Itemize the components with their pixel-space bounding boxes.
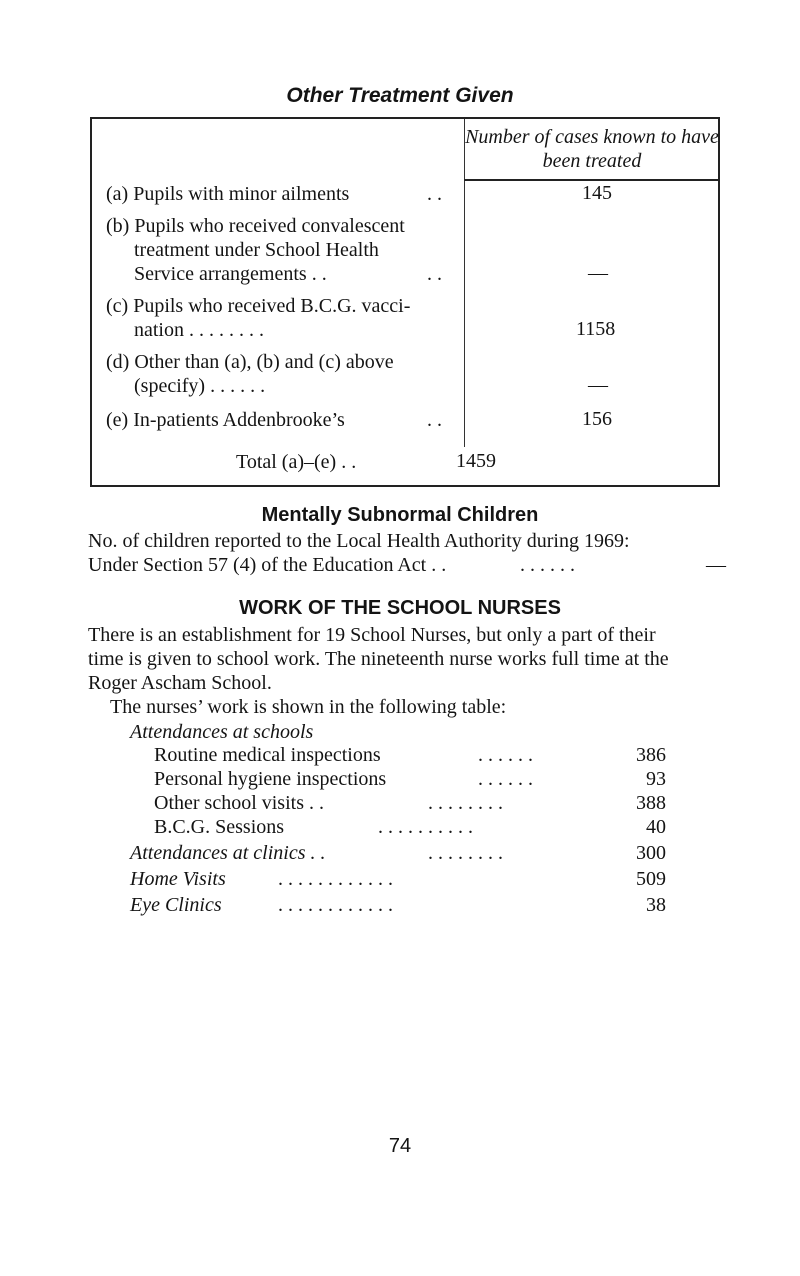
schools-heading: Attendances at schools (130, 721, 314, 743)
table-row-d-label-2: (specify) . . . . . . (134, 375, 266, 397)
table-row-b-label-3: Service arrangements . . (134, 263, 327, 285)
header-underline (464, 179, 720, 181)
list-item-label: Attendances at clinics . . (130, 842, 326, 864)
list-item-dots: . . . . . . . . (428, 842, 503, 864)
list-item-label: B.C.G. Sessions (154, 816, 285, 838)
list-item-value: 300 (636, 842, 666, 864)
list-item-dots: . . . . . . . . (428, 792, 503, 814)
list-item-dots: . . . . . . . . . . (378, 816, 473, 838)
page-title: Other Treatment Given (286, 84, 514, 107)
table-row-b-label-1: (b) Pupils who received convalescent (106, 215, 405, 237)
table-row-b-dots: . . (427, 263, 442, 285)
list-item-label: Home Visits (130, 868, 226, 890)
table-total-value: 1459 (456, 450, 496, 472)
table-row-a-value: 145 (582, 182, 612, 204)
list-item-label: Other school visits . . (154, 792, 324, 814)
section-title-mentally-subnormal: Mentally Subnormal Children (261, 504, 539, 526)
list-item-dots: . . . . . . . . . . . . (278, 868, 393, 890)
subnormal-line-2-value: — (706, 554, 726, 576)
table-row-e-label: (e) In-patients Addenbrooke’s (106, 409, 345, 431)
list-item-value: 509 (636, 868, 666, 890)
nurses-intro: The nurses’ work is shown in the following table: (110, 696, 507, 718)
table-row-c-label-1: (c) Pupils who received B.C.G. vacci- (106, 295, 411, 317)
table-row-c-value: 1158 (576, 318, 616, 340)
table-row-a-label: (a) Pupils with minor ailments (106, 183, 350, 205)
table-row-a-dots: . . (427, 183, 442, 205)
list-item-label: Personal hygiene inspections (154, 768, 387, 790)
list-item-dots: . . . . . . . . . . . . (278, 894, 393, 916)
table-row-b-value: — (588, 262, 608, 284)
table-row-d-value: — (588, 374, 608, 396)
list-item-value: 388 (636, 792, 666, 814)
page-number: 74 (388, 1135, 412, 1157)
list-item-value: 40 (646, 816, 666, 838)
table-row-c-label-2: nation . . . . . . . . (134, 319, 264, 341)
table-total-label: Total (a)–(e) . . (236, 451, 357, 473)
list-item-value: 386 (636, 744, 666, 766)
subnormal-line-1: No. of children reported to the Local Health Authority during 1969: (88, 530, 630, 552)
list-item-label: Routine medical inspections (154, 744, 381, 766)
nurses-paragraph-line-1: There is an establishment for 19 School Nurses, but only a part of their (88, 624, 656, 646)
table-column-header: Number of cases known to have been treated (465, 126, 719, 172)
section-title-school-nurses: WORK OF THE SCHOOL NURSES (239, 597, 561, 619)
subnormal-line-2-dots: . . . . . . (520, 554, 575, 576)
list-item-dots: . . . . . . (478, 768, 533, 790)
table-row-d-label-1: (d) Other than (a), (b) and (c) above (106, 351, 394, 373)
subnormal-line-2: Under Section 57 (4) of the Education Act . . (88, 554, 447, 576)
nurses-paragraph-line-3: Roger Ascham School. (88, 672, 272, 694)
table-row-e-dots: . . (427, 409, 442, 431)
list-item-value: 38 (646, 894, 666, 916)
nurses-paragraph-line-2: time is given to school work. The nineteenth nurse works full time at the (88, 648, 669, 670)
list-item-label: Eye Clinics (130, 894, 222, 916)
table-row-e-value: 156 (582, 408, 612, 430)
list-item-value: 93 (646, 768, 666, 790)
table-row-b-label-2: treatment under School Health (134, 239, 379, 261)
list-item-dots: . . . . . . (478, 744, 533, 766)
